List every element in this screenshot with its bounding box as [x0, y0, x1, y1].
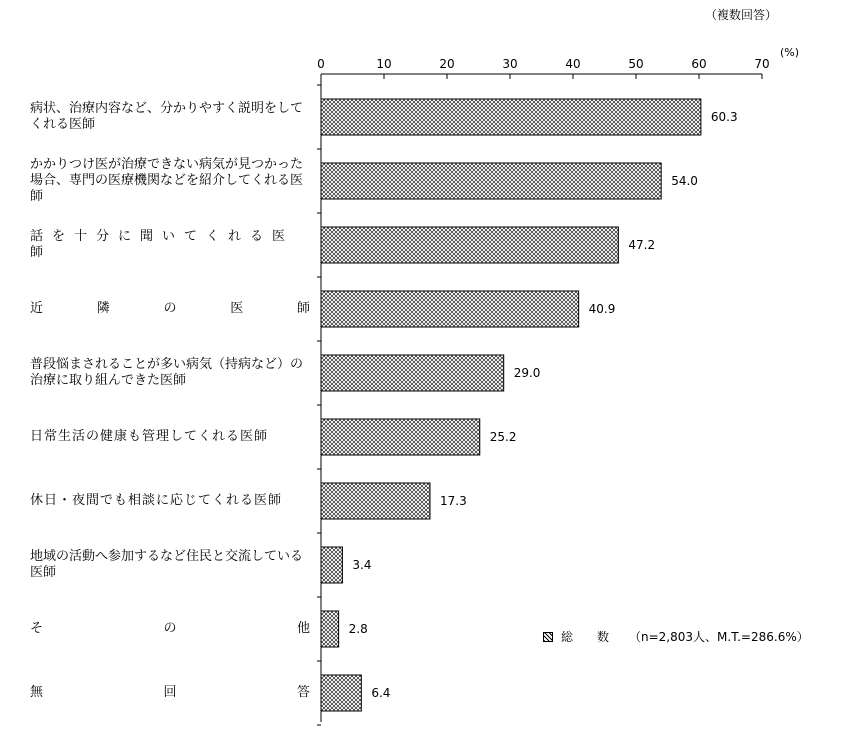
bar: [321, 163, 661, 199]
data-label: 60.3: [710, 110, 738, 124]
data-label: 17.3: [439, 494, 467, 508]
x-tick-label: 10: [376, 57, 392, 71]
category-label: 休日・夜間でも相談に応じてくれる医師: [30, 493, 283, 508]
x-tick-label: 30: [502, 57, 518, 71]
bar: [321, 99, 701, 135]
bar: [321, 483, 430, 519]
category-label: かかりつけ医が治療できない病気が見つかった場合、専門の医療機関などを紹介してくれる医師: [30, 157, 304, 204]
bar: [321, 675, 361, 711]
x-tick-label: 50: [628, 57, 644, 71]
x-tick-label: 40: [565, 57, 581, 71]
data-label: 3.4: [352, 558, 372, 572]
multiple-answer-note: （複数回答）: [705, 8, 778, 22]
x-tick-label: 60: [691, 57, 707, 71]
x-tick-label: 0: [317, 57, 325, 71]
bar: [321, 419, 480, 455]
data-label: 25.2: [489, 430, 517, 444]
data-label: 47.2: [628, 238, 656, 252]
legend-detail: （n=2,803人、M.T.=286.6%）: [629, 630, 809, 644]
category-label: 地域の活動へ参加するなど住民と交流している医師: [30, 549, 304, 580]
legend-swatch: [543, 632, 553, 642]
bar: [321, 547, 342, 583]
category-label: 病状、治療内容など、分かりやすく説明をしてくれる医師: [30, 101, 304, 132]
data-label: 29.0: [513, 366, 541, 380]
bar: [321, 355, 504, 391]
category-label: 話を十分に聞いてくれる医師: [30, 229, 295, 260]
x-axis-unit: (%): [780, 46, 800, 59]
category-label: 無 回 答: [30, 685, 310, 700]
category-label: そ の 他: [30, 621, 310, 636]
legend-series-name: 総 数: [561, 630, 610, 644]
category-label: 日常生活の健康も管理してくれる医師: [30, 429, 269, 444]
legend: [543, 628, 809, 645]
bar: [321, 611, 339, 647]
x-tick-label: 70: [754, 57, 770, 71]
category-label: 近 隣 の 医 師: [30, 301, 310, 316]
x-tick-label: 20: [439, 57, 455, 71]
data-label: 2.8: [348, 622, 368, 636]
bar: [321, 291, 579, 327]
category-label: 普段悩まされることが多い病気（持病など）の治療に取り組んできた医師: [30, 357, 304, 388]
data-label: 40.9: [588, 302, 616, 316]
bar: [321, 227, 618, 263]
data-label: 6.4: [371, 686, 391, 700]
data-label: 54.0: [671, 174, 698, 188]
